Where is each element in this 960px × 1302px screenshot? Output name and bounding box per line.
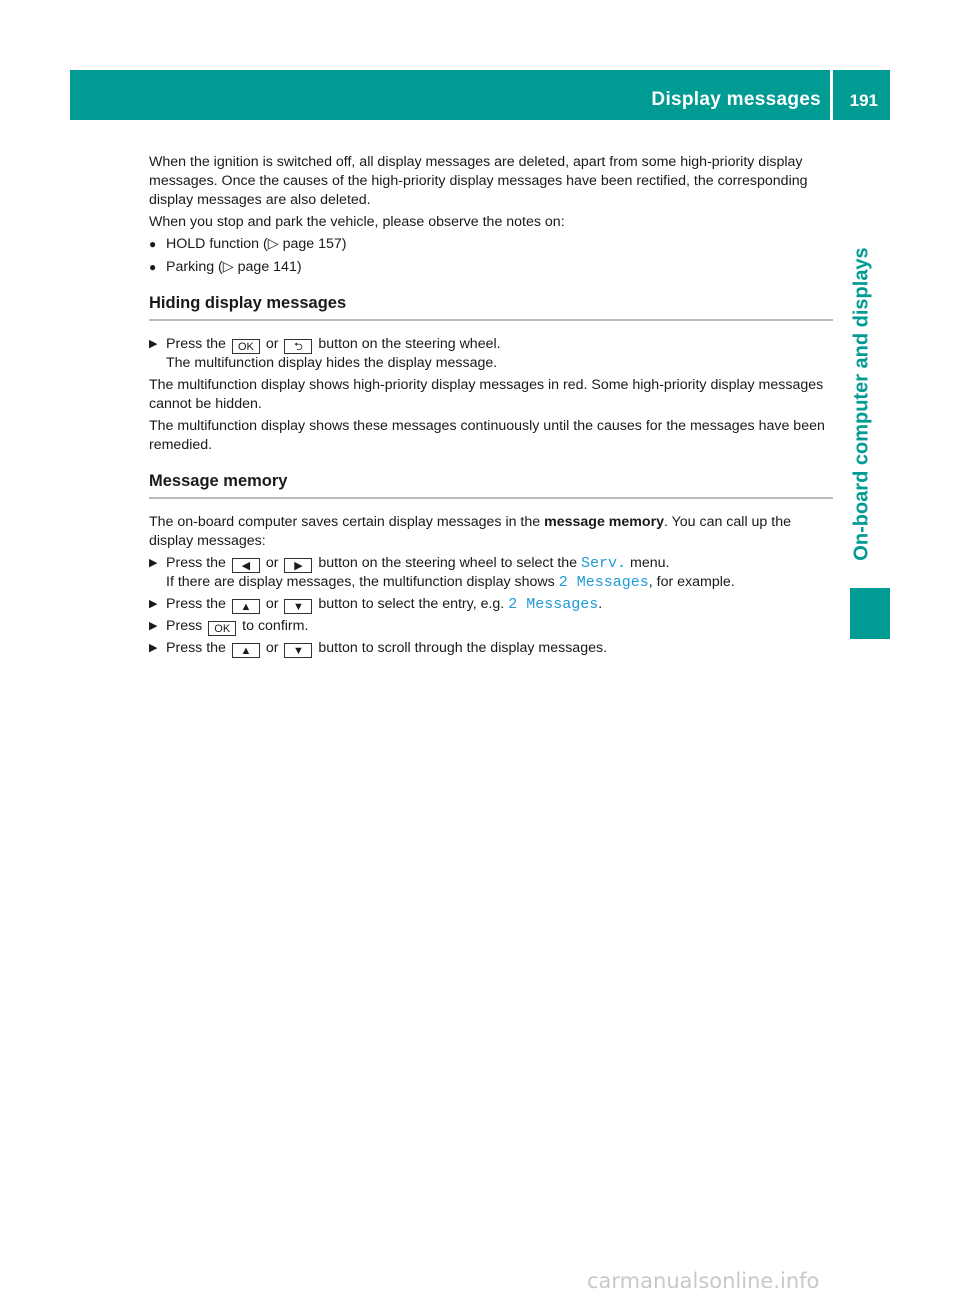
step-text: button to select the entry, e.g. [318, 596, 505, 612]
section-title: Display messages [651, 89, 821, 110]
list-item [149, 258, 833, 277]
intro-paragraph: When the ignition is switched off, all display messages are deleted, apart from some high-priority display messages. Once the causes of the high-priority display messages have been rectified, the corresponding display messages are also deleted. [149, 154, 808, 208]
step-text: button on the steering wheel. [318, 336, 501, 352]
bullet-text: Parking ( [166, 259, 223, 275]
step-text: or [265, 596, 279, 612]
page-ref-icon: ▷ [267, 236, 279, 252]
instruction-step [149, 617, 833, 636]
intro-emphasis: message memory [544, 514, 664, 530]
bullet-icon: ● [149, 260, 157, 274]
up-key-icon: ▲ [232, 599, 260, 614]
list-item [149, 235, 833, 254]
intro-text: The on-board computer saves certain display messages in the [149, 514, 541, 530]
hiding-paragraph: The multifunction display shows high-priority display messages in red. Some high-priority display messages cannot be hidden. [149, 377, 824, 412]
right-key-icon: ▶ [284, 558, 312, 573]
chapter-marker-block [850, 588, 890, 639]
step-text: Press [166, 618, 203, 634]
instruction-step [149, 554, 833, 592]
heading-hiding-messages: Hiding display messages [149, 293, 833, 321]
step-text: Press the [166, 555, 226, 571]
ok-key-icon: OK [208, 621, 236, 636]
page-content [149, 153, 833, 661]
back-key-icon: ⮌ [284, 339, 312, 354]
step-arrow-icon: ▶ [149, 620, 158, 632]
heading-message-memory: Message memory [149, 471, 833, 499]
step-text: Press the [166, 336, 226, 352]
intro-paragraph-notes: When you stop and park the vehicle, please observe the notes on: [149, 214, 565, 230]
step-arrow-icon: ▶ [149, 557, 158, 569]
display-text-messages: 2 Messages [508, 596, 599, 613]
memory-intro [149, 513, 833, 551]
step-text: Press the [166, 596, 226, 612]
instruction-step [149, 335, 833, 373]
up-key-icon: ▲ [232, 643, 260, 658]
intro-text: . You can call up the display messages: [149, 514, 791, 549]
step-text: . [598, 596, 603, 612]
header-divider [830, 70, 833, 120]
down-key-icon: ▼ [284, 599, 312, 614]
hiding-paragraph: The multifunction display shows these messages continuously until the causes for the messages have been remedied. [149, 418, 825, 453]
down-key-icon: ▼ [284, 643, 312, 658]
left-key-icon: ◀ [232, 558, 260, 573]
header-bar [70, 70, 890, 120]
bullet-icon: ● [149, 237, 157, 251]
page-reference-link[interactable]: page 157) [282, 236, 347, 252]
step-text: menu. [630, 555, 670, 571]
chapter-label: On-board computer and displays [850, 246, 873, 561]
instruction-step [149, 639, 833, 658]
step-text: button on the steering wheel to select the [318, 555, 578, 571]
step-result: The multifunction display hides the display message. [166, 355, 498, 371]
page-reference-link[interactable]: page 141) [237, 259, 302, 275]
step-text: button to scroll through the display messages. [318, 640, 608, 656]
step-arrow-icon: ▶ [149, 598, 158, 610]
display-text-messages: 2 Messages [558, 574, 649, 591]
watermark: carmanualsonline.info [587, 1269, 820, 1293]
ok-key-icon: OK [232, 339, 260, 354]
step-result [166, 573, 833, 592]
result-text: , for example. [648, 574, 735, 590]
step-text: to confirm. [242, 618, 309, 634]
result-text: If there are display messages, the multifunction display shows [166, 574, 555, 590]
step-arrow-icon: ▶ [149, 338, 158, 350]
chapter-side-tab [834, 219, 890, 588]
page-number: 191 [849, 91, 878, 110]
bullet-text: HOLD function ( [166, 236, 268, 252]
page-ref-icon: ▷ [222, 259, 234, 275]
display-text-serv: Serv. [581, 555, 627, 572]
step-text: or [265, 640, 279, 656]
instruction-step [149, 595, 833, 614]
step-text: or [265, 555, 279, 571]
step-text: Press the [166, 640, 226, 656]
step-text: or [265, 336, 279, 352]
step-arrow-icon: ▶ [149, 642, 158, 654]
